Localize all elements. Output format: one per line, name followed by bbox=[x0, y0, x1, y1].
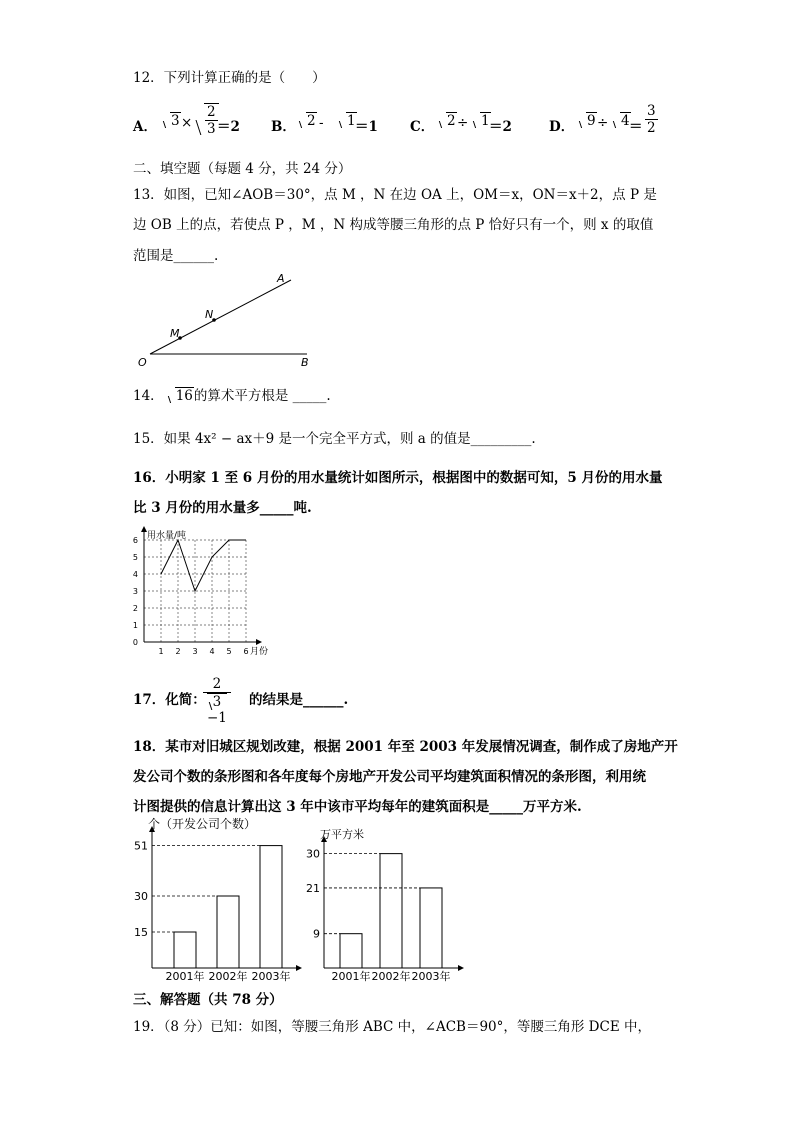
y-tick-label: 51 bbox=[134, 839, 148, 853]
q14-sqrt: 16 bbox=[164, 388, 194, 404]
x-tick-label: 4 bbox=[209, 647, 215, 656]
y-axis-label: 个（开发公司个数） bbox=[148, 817, 257, 831]
bar-2003年 bbox=[420, 888, 442, 968]
water-usage-line-chart bbox=[126, 518, 286, 658]
x-tick-label: 3 bbox=[192, 647, 198, 656]
x-axis-arrow bbox=[458, 965, 464, 971]
y-tick-label: 5 bbox=[132, 553, 138, 562]
x-axis-arrow bbox=[256, 639, 262, 645]
y-tick-label: 4 bbox=[132, 570, 138, 579]
water-usage-series-line bbox=[161, 540, 246, 591]
y-tick-label: 21 bbox=[306, 881, 320, 895]
q13-line3: 范围是______. bbox=[133, 248, 219, 264]
bar-2001年 bbox=[340, 934, 362, 968]
label-o: O bbox=[138, 356, 147, 369]
y-axis-label: 万平方米 bbox=[320, 828, 364, 841]
q13-angle-figure bbox=[135, 268, 335, 370]
option-d-label: D． bbox=[549, 119, 575, 135]
label-a: A bbox=[277, 272, 285, 285]
q18-line2: 发公司个数的条形图和各年度每个房地产开发公司平均建筑面积情况的条形图，利用统 bbox=[133, 769, 646, 785]
q18-line1: 18．某市对旧城区规划改建，根据 2001 年至 2003 年发展情况调查，制作成了房地产开 bbox=[133, 739, 678, 755]
y-tick-label: 15 bbox=[134, 926, 148, 939]
y-tick-label: 9 bbox=[313, 927, 320, 941]
q14: 14． 16的算术平方根是 _____. bbox=[133, 388, 331, 404]
option-a-label: A． bbox=[133, 119, 157, 135]
bar-2002年 bbox=[217, 896, 239, 968]
q16-line2: 比 3 月份的用水量多_____吨. bbox=[133, 500, 312, 516]
x-tick-label: 2003年 bbox=[411, 970, 451, 983]
option-a-sqrt: 3 bbox=[159, 113, 181, 129]
q12-stem: 12．下列计算正确的是（ ） bbox=[133, 70, 326, 86]
x-tick-label: 2002年 bbox=[208, 970, 248, 983]
x-tick-label: 5 bbox=[226, 647, 232, 656]
q19: 19．（8 分）已知：如图，等腰三角形 ABC 中，∠ACB＝90°，等腰三角形 DCE 中， bbox=[133, 1019, 651, 1035]
y-tick-label: 1 bbox=[132, 621, 138, 630]
y-tick-label: 0 bbox=[132, 638, 138, 647]
bar-2001年 bbox=[174, 932, 196, 968]
x-tick-label: 2002年 bbox=[371, 970, 411, 983]
x-tick-label: 6 bbox=[243, 647, 249, 656]
q13-line1: 13．如图，已知∠AOB＝30°，点 M ，N 在边 OA 上，OM＝x，ON＝x＋2，点 P 是 bbox=[133, 187, 657, 203]
label-b: B bbox=[301, 356, 309, 369]
option-b-label: B． bbox=[271, 119, 296, 135]
x-axis-label: 月份 bbox=[250, 647, 269, 657]
area-bar-chart bbox=[300, 828, 470, 984]
y-tick-label: 6 bbox=[132, 536, 138, 545]
x-tick-label: 2 bbox=[175, 647, 181, 656]
x-tick-label: 2003年 bbox=[251, 970, 291, 983]
y-tick-label: 2 bbox=[132, 604, 138, 613]
y-axis-label: 用水量/吨 bbox=[147, 531, 187, 541]
y-tick-label: 3 bbox=[132, 587, 138, 596]
x-tick-label: 1 bbox=[158, 647, 164, 656]
ray-oa bbox=[150, 280, 291, 354]
x-tick-label: 2001年 bbox=[331, 970, 371, 983]
option-a-frac: $\frac{2}{3}$ bbox=[193, 103, 219, 137]
q15: 15．如果 4x² − ax＋9 是一个完全平方式，则 a 的值是_________. bbox=[133, 431, 536, 447]
bar-2003年 bbox=[260, 846, 282, 968]
section-2-heading: 二、填空题（每题 4 分，共 24 分） bbox=[133, 161, 352, 177]
y-tick-label: 30 bbox=[306, 847, 320, 861]
label-n: N bbox=[205, 308, 214, 321]
q18-line3: 计图提供的信息计算出这 3 年中该市平均每年的建筑面积是_____万平方米. bbox=[133, 799, 582, 815]
y-tick-label: 30 bbox=[134, 890, 148, 903]
label-m: M bbox=[170, 327, 180, 340]
section-3-heading: 三、解答题（共 78 分） bbox=[133, 992, 283, 1008]
option-c-label: C． bbox=[410, 119, 435, 135]
bar-2002年 bbox=[380, 854, 402, 968]
q16-line1: 16．小明家 1 至 6 月份的用水量统计如图所示，根据图中的数据可知，5 月份的用水量 bbox=[133, 470, 663, 486]
companies-bar-chart bbox=[120, 814, 310, 984]
x-tick-label: 2001年 bbox=[165, 970, 205, 983]
q13-line2: 边 OB 上的点，若使点 P ，M ，N 构成等腰三角形的点 P 恰好只有一个，则 x 的取值 bbox=[133, 217, 654, 233]
